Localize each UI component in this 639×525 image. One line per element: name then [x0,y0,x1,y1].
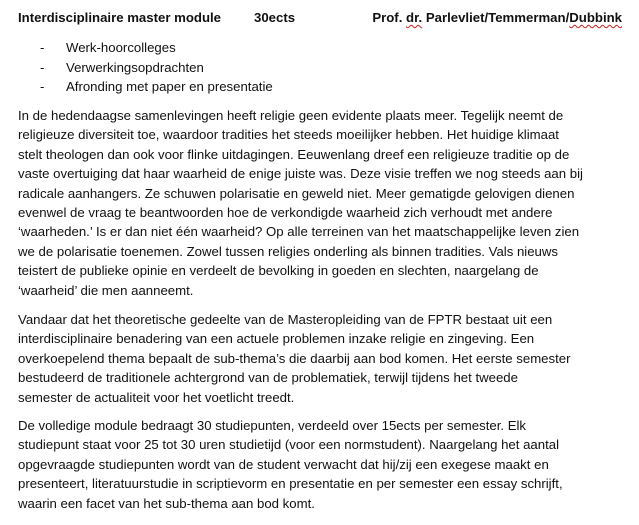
text-line: ‘waarheid’ die men aanneemt. [18,282,194,298]
text-line: teistert de publieke opinie en verdeelt de bevolking in goeden en slechten, naargelang de [18,263,539,279]
text-line: bestudeerd de traditionele achtergrond van de problematiek, terwijl tijdens het tweede [18,370,518,386]
text-line: opgevraagde studiepunten wordt van de student verwacht dat hij/zij een exegese maakt en [18,456,549,472]
list-item [40,38,273,58]
dash-bullet-icon: - [40,59,45,75]
bullet-list [40,38,273,97]
list-item-text: Afronding met paper en presentatie [66,79,273,94]
text-line: ‘waarheden.’ Is er dan niet één waarheid? Op alle terreinen van het maatschappelijke leven zien [18,224,580,240]
list-item-text: Werk-hoorcolleges [66,40,176,55]
authors-prefix: Prof. [372,10,407,25]
authors-mid: Parlevliet/Temmerman/ [422,10,570,25]
paragraph-approach [18,310,630,407]
dash-bullet-icon: - [40,40,45,55]
text-line: De volledige module bedraagt 30 studiepunten, verdeeld over 15ects per semester. Elk [18,418,527,433]
dash-bullet-icon: - [40,79,45,94]
text-line: overkoepelend thema bepaalt de sub-thema’s die daarbij aan bod komen. Het eerste semester [18,350,571,366]
list-item-text: Verwerkingsopdrachten [66,59,204,75]
text-line: In de hedendaagse samenlevingen heeft religie geen evidente plaats meer. Tegelijk neemt de [18,108,564,123]
text-line: presenteert, literatuurstudie in scriptievorm en presentatie en per semester een essay schrijft, [18,476,563,492]
authors [372,10,622,25]
text-line: interdisciplinaire benadering van een actuele problemen inzake religie en zingeving. Een [18,331,535,347]
module-title: Interdisciplinaire master module [18,10,222,25]
text-line: religieuze diversiteit toe, waardoor tradities het steeds moeilijker hebben. Het huidige klimaat [18,127,559,143]
text-line: semester de actualiteit voor het voetlicht treedt. [18,389,295,405]
ects-label: 30ects [254,10,296,25]
paragraph-context [18,106,630,300]
document-header [18,10,622,28]
text-line: radicale aanhangers. Ze schuwen polarisatie en geweld niet. Meer gematigde gelovigen dienen [18,185,575,201]
text-line: evenwel de vraag te beantwoorden hoe de verkondigde waarheid zich verhoudt met andere [18,205,553,221]
text-line: waarin een facet van het sub-thema aan bod komt. [18,495,315,511]
text-line: vaste overtuiging dat haar waarheid de enige juiste was. Deze visie treffen we nog steeds aan bij [18,166,583,182]
list-item [40,58,273,78]
text-line: stelt theologen dan ook voor flinke uitdagingen. Eeuwenlang dreef een religieuze traditie op de [18,146,570,162]
paragraph-credits [18,416,630,513]
text-line: we de polarisatie toenemen. Zowel tussen religies onderling als binnen tradities. Vals nieuws [18,243,559,259]
authors-dr: dr. [406,10,423,25]
list-item [40,77,273,97]
authors-last: Dubbink [569,10,622,25]
text-line: Vandaar dat het theoretische gedeelte van de Masteropleiding van de FPTR bestaat uit een [18,312,553,327]
text-line: studiepunt staat voor 25 tot 30 uren studietijd (voor een normstudent). Naargelang het aantal [18,437,560,453]
